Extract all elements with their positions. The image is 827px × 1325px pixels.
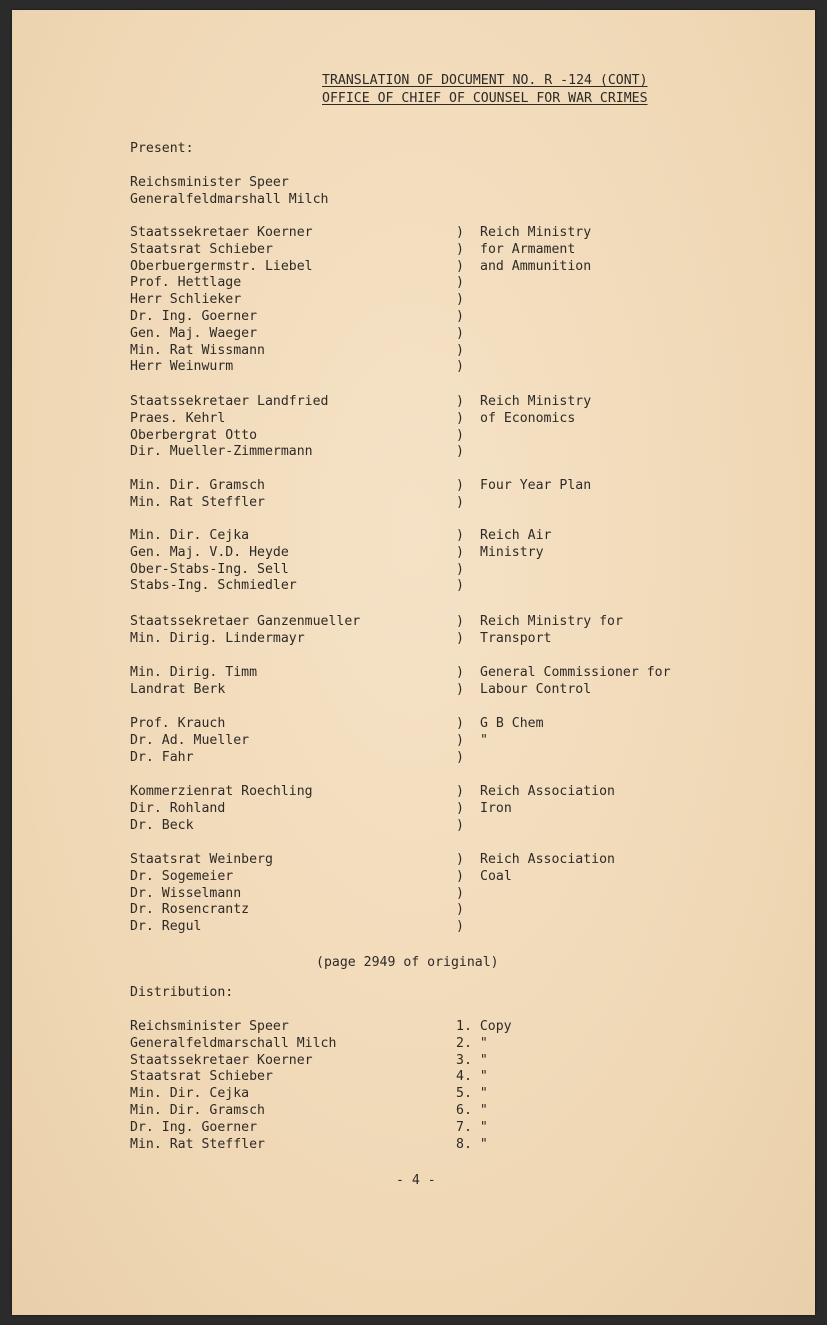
distribution-name: Staatssekretaer Koerner <box>130 1052 313 1068</box>
bracket-mark: ) <box>456 561 464 577</box>
header-line-1: TRANSLATION OF DOCUMENT NO. R -124 (CONT) <box>322 73 648 88</box>
ministry-label: Ministry <box>480 544 544 560</box>
attendee-name: Staatssekretaer Koerner <box>130 225 313 240</box>
bracket-mark: ) <box>456 427 464 443</box>
attendee-name: Staatsrat Weinberg <box>130 852 273 867</box>
bracket-mark: ) <box>456 665 464 680</box>
bracket-mark: ) <box>456 528 464 543</box>
distribution-copy-number: 7. " <box>456 1119 488 1135</box>
bracket-mark: ) <box>456 325 464 341</box>
attendee-name: Dr. Beck <box>130 817 194 833</box>
ministry-label: of Economics <box>480 410 576 426</box>
ministry-label: and Ammunition <box>480 258 592 274</box>
bracket-mark: ) <box>456 614 464 629</box>
attendee-name: Kommerzienrat Roechling <box>130 784 313 799</box>
attendee-name: Herr Schlieker <box>130 292 242 308</box>
distribution-name: Staatsrat Schieber <box>130 1069 273 1085</box>
distribution-copy-number: 6. " <box>456 1103 488 1118</box>
attendee-name: Dr. Fahr <box>130 749 194 765</box>
ministry-label: Transport <box>480 630 552 646</box>
bracket-mark: ) <box>456 359 464 375</box>
bracket-mark: ) <box>456 394 464 409</box>
ministry-label: General Commissioner for <box>480 665 671 680</box>
bracket-mark: ) <box>456 919 464 935</box>
bracket-mark: ) <box>456 800 464 816</box>
attendee-name: Staatssekretaer Ganzenmueller <box>130 614 361 629</box>
bracket-mark: ) <box>456 275 464 291</box>
bracket-mark: ) <box>456 342 464 358</box>
attendee-name: Stabs-Ing. Schmiedler <box>130 578 297 594</box>
distribution-name: Min. Dir. Cejka <box>130 1086 250 1102</box>
bracket-mark: ) <box>456 732 464 748</box>
attendee-name: Min. Rat Wissmann <box>130 342 265 358</box>
bracket-mark: ) <box>456 494 464 510</box>
bracket-mark: ) <box>456 241 464 257</box>
bracket-mark: ) <box>456 681 464 697</box>
attendee-name: Herr Weinwurm <box>130 359 234 375</box>
bracket-mark: ) <box>456 544 464 560</box>
ministry-label: Reich Ministry for <box>480 614 623 629</box>
bracket-mark: ) <box>456 578 464 594</box>
bracket-mark: ) <box>456 444 464 460</box>
ministry-label: Four Year Plan <box>480 478 592 493</box>
distribution-copy-number: 4. " <box>456 1069 488 1085</box>
attendee-name: Staatsrat Schieber <box>130 241 273 257</box>
distribution-copy-number: 5. " <box>456 1086 488 1102</box>
distribution-copy-number: 3. " <box>456 1052 488 1068</box>
bracket-mark: ) <box>456 309 464 324</box>
bracket-mark: ) <box>456 292 464 308</box>
bracket-mark: ) <box>456 410 464 426</box>
attendee-name: Min. Dir. Gramsch <box>130 478 265 493</box>
bracket-mark: ) <box>456 852 464 867</box>
bracket-mark: ) <box>456 258 464 274</box>
ministry-label: Reich Ministry <box>480 225 592 240</box>
bracket-mark: ) <box>456 817 464 833</box>
distribution-name: Dr. Ing. Goerner <box>130 1119 258 1135</box>
header-line-2: OFFICE OF CHIEF OF COUNSEL FOR WAR CRIMES <box>322 91 648 106</box>
attendee-name: Min. Rat Steffler <box>130 494 265 510</box>
ministry-label: Coal <box>480 868 512 884</box>
attendee-name: Dir. Mueller-Zimmermann <box>130 444 313 460</box>
ministry-label: for Armament <box>480 241 576 257</box>
attendee-name: Dr. Ing. Goerner <box>130 309 258 324</box>
distribution-name: Min. Dir. Gramsch <box>130 1103 265 1118</box>
attendee-name: Prof. Krauch <box>130 716 226 731</box>
distribution-name: Reichsminister Speer <box>130 1019 289 1034</box>
bracket-mark: ) <box>456 749 464 765</box>
ministry-label: Iron <box>480 800 512 816</box>
attendee-name: Dr. Ad. Mueller <box>130 732 250 748</box>
ministry-label: " <box>480 732 488 748</box>
page-number: - 4 - <box>396 1173 436 1188</box>
bracket-mark: ) <box>456 784 464 799</box>
bracket-mark: ) <box>456 478 464 493</box>
bracket-mark: ) <box>456 885 464 901</box>
bracket-mark: ) <box>456 225 464 240</box>
distribution-copy-number: 2. " <box>456 1035 488 1051</box>
ministry-label: Reich Air <box>480 528 552 543</box>
principal-milch: Generalfeldmarshall Milch <box>130 192 329 207</box>
attendee-name: Dr. Sogemeier <box>130 868 234 884</box>
distribution-name: Min. Rat Steffler <box>130 1136 265 1152</box>
present-label: Present: <box>130 141 194 156</box>
attendee-name: Gen. Maj. Waeger <box>130 325 258 341</box>
document-page <box>12 10 815 1315</box>
distribution-name: Generalfeldmarschall Milch <box>130 1035 337 1051</box>
bracket-mark: ) <box>456 630 464 646</box>
attendee-name: Prof. Hettlage <box>130 275 242 291</box>
attendee-name: Min. Dirig. Timm <box>130 665 258 680</box>
ministry-label: Reich Association <box>480 784 615 799</box>
attendee-name: Dr. Regul <box>130 919 202 935</box>
distribution-copy-number: 1. Copy <box>456 1019 512 1034</box>
page-note: (page 2949 of original) <box>316 955 499 970</box>
attendee-name: Oberbergrat Otto <box>130 427 258 443</box>
ministry-label: G B Chem <box>480 716 544 731</box>
bracket-mark: ) <box>456 716 464 731</box>
attendee-name: Praes. Kehrl <box>130 410 226 426</box>
attendee-name: Gen. Maj. V.D. Heyde <box>130 544 289 560</box>
attendee-name: Ober-Stabs-Ing. Sell <box>130 561 289 577</box>
distribution-label: Distribution: <box>130 985 234 1000</box>
attendee-name: Min. Dirig. Lindermayr <box>130 630 305 646</box>
ministry-label: Labour Control <box>480 681 592 697</box>
bracket-mark: ) <box>456 902 464 918</box>
attendee-name: Dr. Rosencrantz <box>130 902 250 918</box>
ministry-label: Reich Ministry <box>480 394 592 409</box>
attendee-name: Dir. Rohland <box>130 800 226 816</box>
attendee-name: Oberbuergermstr. Liebel <box>130 258 313 274</box>
bracket-mark: ) <box>456 868 464 884</box>
attendee-name: Min. Dir. Cejka <box>130 528 250 543</box>
attendee-name: Landrat Berk <box>130 681 226 697</box>
ministry-label: Reich Association <box>480 852 615 867</box>
attendee-name: Dr. Wisselmann <box>130 885 242 901</box>
principal-speer: Reichsminister Speer <box>130 175 289 190</box>
distribution-copy-number: 8. " <box>456 1136 488 1152</box>
attendee-name: Staatssekretaer Landfried <box>130 394 329 409</box>
